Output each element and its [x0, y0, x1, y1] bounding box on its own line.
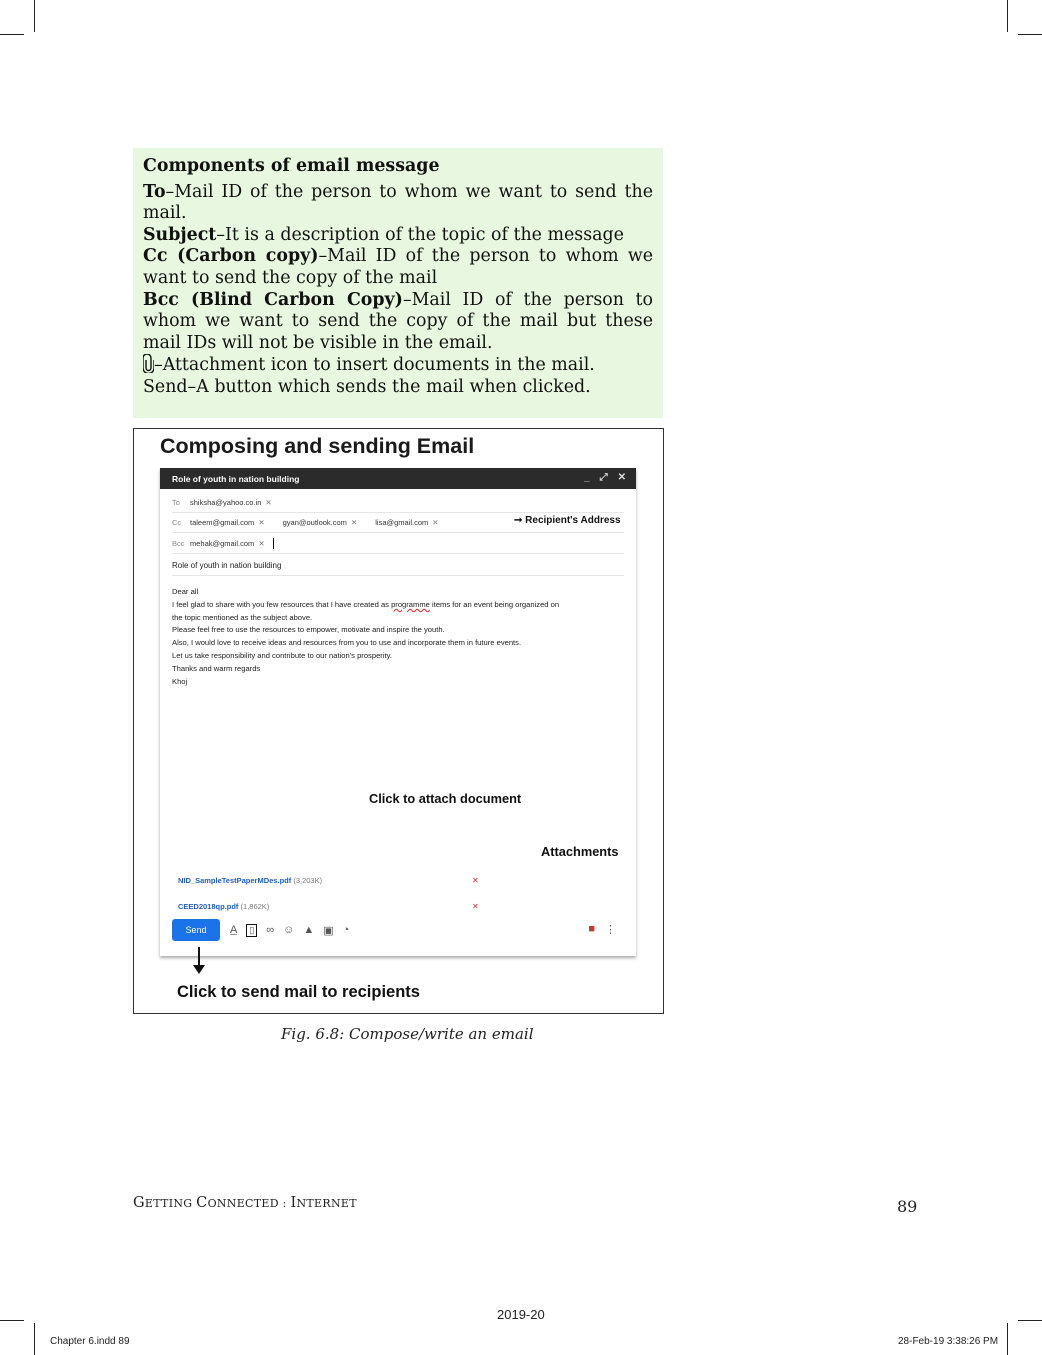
confidential-icon[interactable]: ◔ [342, 924, 350, 936]
crop-mark [1007, 1323, 1008, 1355]
compose-toolbar [172, 919, 624, 941]
crop-mark [34, 0, 35, 32]
attachments-callout: Attachments [541, 844, 619, 859]
remove-icon[interactable]: ✕ [432, 518, 439, 527]
link-icon[interactable]: ∞ [266, 924, 275, 936]
recipient-chip: mehak@gmail.com ✕ [190, 539, 265, 548]
photo-icon[interactable]: ▣ [323, 924, 334, 937]
remove-icon[interactable]: ✕ [265, 498, 272, 507]
remove-attachment-icon[interactable]: ✕ [472, 876, 479, 885]
component-attachment: –Attachment icon to insert documents in the mail. [143, 354, 653, 377]
attach-icon[interactable]: ▯ [246, 924, 257, 937]
edition-year: 2019-20 [497, 1307, 545, 1322]
figure-title: Composing and sending Email [160, 434, 475, 458]
recipient-chip: gyan@outlook.com ✕ [282, 518, 358, 527]
box-heading: Components of email message [143, 156, 440, 176]
crop-mark [0, 1320, 24, 1321]
component-cc: Cc (Carbon copy)–Mail ID of the person to whom we want to send the copy of the mail [143, 246, 654, 288]
expand-icon[interactable]: ⤢ [599, 472, 608, 483]
trash-icon[interactable]: ■ [588, 923, 595, 935]
crop-mark [1007, 0, 1008, 32]
subject-field[interactable]: Role of youth in nation building [172, 561, 282, 570]
remove-icon[interactable]: ✕ [350, 518, 358, 527]
message-body[interactable]: Dear all I feel glad to share with you few resources that I have created as programme items for an event being organized on the topic mentioned as the subject above. Please feel free to use the resources to empower, motivate and inspire the youth. Also, I would love to receive ideas and resources from you to use and incorporate them in future events. Let us take responsibility and contribute to our nation's prosperity. Thanks and warm regards Khoj [172, 586, 627, 688]
compose-email-figure [133, 428, 664, 1014]
attach-callout: Click to attach document [369, 791, 522, 806]
recipient-chip: taleem@gmail.com ✕ [190, 518, 265, 527]
recipient-chip: lisa@gmail.com ✕ [375, 518, 439, 527]
compose-titlebar [160, 468, 636, 489]
paperclip-icon [143, 354, 154, 373]
crop-mark [34, 1323, 35, 1355]
misspelled-word[interactable]: programme [391, 599, 430, 609]
format-text-icon[interactable]: A̲ [230, 924, 238, 936]
more-icon[interactable]: ⋮ [605, 924, 616, 936]
crop-mark [1018, 34, 1042, 35]
minimize-icon[interactable]: _ [584, 472, 590, 483]
crop-mark [1018, 1320, 1042, 1321]
remove-icon[interactable]: ✕ [258, 518, 265, 527]
bcc-field[interactable]: Bcc mehak@gmail.com ✕ [172, 538, 274, 549]
recipients-note: ➞ Recipient's Address [514, 515, 621, 526]
component-send: Send–A button which sends the mail when clicked. [143, 376, 591, 397]
component-bcc: Bcc (Blind Carbon Copy)–Mail ID of the person to whom we want to send the copy of the mail but these mail IDs will not be visible in the email. [143, 289, 654, 353]
drive-icon[interactable]: ▲ [303, 924, 315, 936]
compose-window [160, 468, 636, 956]
close-icon[interactable]: ✕ [617, 472, 626, 483]
attachment-file[interactable]: CEED2018qp.pdf (1,862K) [178, 902, 270, 911]
print-slug-right: 28-Feb-19 3:38:26 PM [898, 1336, 999, 1347]
print-slug-left: Chapter 6.indd 89 [50, 1336, 130, 1347]
component-subject: Subject–It is a description of the topic of the message [143, 224, 624, 245]
body-line-spellcheck: I feel glad to share with you few resources that I have created as programme items for an event being organized on [172, 599, 560, 609]
remove-attachment-icon[interactable]: ✕ [472, 902, 479, 911]
attachment-file[interactable]: NID_SampleTestPaperMDes.pdf (3,203K) [178, 876, 323, 885]
send-callout: Click to send mail to recipients [177, 983, 420, 1001]
text-cursor [273, 538, 274, 549]
remove-icon[interactable]: ✕ [258, 539, 265, 548]
figure-caption: Fig. 6.8: Compose/write an email [281, 1025, 534, 1043]
cc-field[interactable]: Cc taleem@gmail.com ✕ gyan@outlook.com ✕ lisa@gmail.com ✕ [172, 518, 439, 527]
recipient-chip: shiksha@yahoo.co.in ✕ [190, 498, 272, 507]
to-field[interactable]: To shiksha@yahoo.co.in ✕ [172, 498, 272, 507]
emoji-icon[interactable]: ☺ [283, 924, 295, 936]
running-footer: GETTING CONNECTED : INTERNET [133, 1195, 357, 1211]
email-components-box [133, 148, 663, 418]
page-number: 89 [897, 1197, 918, 1216]
send-button[interactable]: Send [172, 919, 220, 941]
compose-window-title: Role of youth in nation building [172, 473, 300, 484]
component-to: To–Mail ID of the person to whom we want to send the mail. [143, 181, 653, 224]
crop-mark [0, 34, 24, 35]
arrow-head-icon [193, 965, 205, 974]
